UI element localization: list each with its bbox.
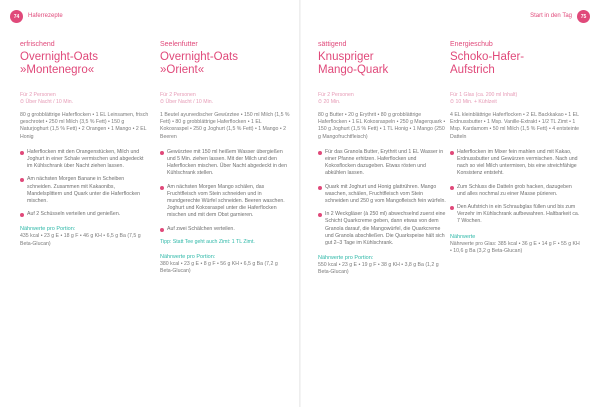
recipe-step	[450, 149, 580, 178]
nutrition-heading: Nährwerte pro Portion:	[20, 226, 76, 233]
left-running-title: Haferrezepte	[28, 13, 63, 19]
recipe-schoko-aufstrich	[450, 40, 580, 255]
left-page-number: 74	[10, 10, 23, 23]
step-text: Haferflocken im Mixer fein mahlen und mit Kakao, Erdnussbutter und Gewürzen vermischen. Nach und nach so viel Milch untermixen, bis eine streichfähige Konsistenz entsteht.	[457, 148, 578, 177]
recipe-meta	[20, 92, 150, 106]
recipe-step	[318, 211, 448, 247]
recipe-time: ⏱ Über Nacht / 10 Min.	[20, 99, 74, 105]
step-text: Am nächsten Morgen Mango schälen, das Fruchtfleisch vom Stein schneiden und in mundgerechte Würfel schneiden. Beeren waschen. Joghurt und Kokosraspel unter die Haferflocken mischen und mit dem Obst garnieren.	[167, 183, 285, 219]
recipe-meta	[318, 92, 448, 106]
recipe-title-block	[20, 40, 150, 92]
step-text: Gewürztee mit 150 ml heißem Wasser übergießen und 5 Min. ziehen lassen. Mit der Milch und den Haferflocken mischen. Über Nacht abgedeckt in den Kühlschrank stellen.	[167, 148, 287, 177]
recipe-kicker: erfrischend	[20, 41, 55, 48]
bullet-icon	[450, 151, 454, 155]
recipe-step	[160, 226, 290, 233]
bullet-icon	[20, 213, 24, 217]
nutrition-values: 550 kcal • 23 g E • 19 g F • 38 g KH • 3,8 g Ba (1,2 g Beta-Glucan)	[318, 262, 439, 276]
recipe-title-line1: Overnight-Oats	[20, 51, 98, 63]
recipe-step	[450, 184, 580, 198]
nutrition-values: Nährwerte pro Glas: 385 kcal • 36 g E • 14 g F • 55 g KH • 10,6 g Ba (3,2 g Beta-Glucan)	[450, 240, 580, 254]
recipe-montenegro	[20, 40, 150, 248]
nutrition-heading: Nährwerte pro Portion:	[318, 255, 374, 262]
recipe-servings: Für 1 Glas (ca. 200 ml Inhalt)	[450, 92, 518, 98]
recipe-step	[318, 184, 448, 206]
bullet-icon	[160, 151, 164, 155]
recipe-title-block	[160, 40, 290, 92]
recipe-title-line1: Overnight-Oats	[160, 51, 238, 63]
step-text: Am nächsten Morgen Banane in Scheiben schneiden. Zusammen mit Kakaonibs, Mandelsplittern und Quark unter die Haferflocken mischen.	[27, 176, 141, 205]
bullet-icon	[20, 178, 24, 182]
recipe-step	[160, 149, 290, 178]
recipe-ingredients: 80 g Butter • 20 g Erythrit • 80 g grobblättrige Haferflocken • 1 EL Kokosraspeln • 250 g Magerquark • 150 g Joghurt (1,5 % Fett) • 1 TL Honig • 1 Mango (250 g Mangofruchtfleisch)	[318, 112, 446, 140]
step-text: Auf zwei Schälchen verteilen.	[167, 225, 235, 232]
nutrition-heading: Nährwerte pro Portion:	[160, 254, 216, 261]
recipe-meta	[450, 92, 580, 106]
recipe-step	[318, 149, 448, 178]
bullet-icon	[20, 151, 24, 155]
recipe-time: ⏱ 20 Min.	[318, 99, 341, 105]
recipe-title-block	[450, 40, 580, 92]
recipe-step	[20, 211, 150, 218]
recipe-title-line2: Mango-Quark	[318, 63, 389, 76]
bullet-icon	[160, 186, 164, 190]
recipe-kicker: Seelenfutter	[160, 41, 198, 48]
step-text: Den Aufstrich in ein Schraubglas füllen und bis zum Verzehr im Kühlschrank aufbewahren. Haltbarkeit ca. 7 Wochen.	[457, 204, 580, 225]
recipe-step	[450, 204, 580, 226]
bullet-icon	[318, 213, 322, 217]
bullet-icon	[160, 228, 164, 232]
nutrition-heading: Nährwerte	[450, 233, 476, 240]
recipe-step	[160, 184, 290, 220]
recipe-ingredients: 1 Beutel ayurvedischer Gewürztee • 150 ml Milch (1,5 % Fett) • 80 g grobblättrige Haferflocken • 1 EL Kokosraspel • 250 g Joghurt (1,5 % Fett) • 1 Mango • 2 Beeren	[160, 112, 290, 140]
recipe-title-line2: Aufstrich	[450, 63, 495, 76]
step-text: Auf 2 Schüsseln verteilen und genießen.	[27, 211, 121, 218]
recipe-orient	[160, 40, 290, 275]
recipe-kicker: Energieschub	[450, 41, 493, 48]
step-text: Haferflocken mit den Orangenstücken, Milch und Joghurt in einer Schale vermischen und abgedeckt im Kühlschrank über Nacht ziehen lassen.	[27, 148, 144, 170]
recipe-time: ⏱ 10 Min. + Kühlzeit	[450, 99, 497, 105]
recipe-ingredients: 4 EL kleinblättrige Haferflocken • 2 EL Backkakao • 1 EL Erdnussbutter • 1 Msp. Vanille-Extrakt • 1/2 TL Zimt • 1 Msp. Kardamom • 50 ml Milch (1,5 % Fett) • 4 entsteinte Datteln	[450, 112, 580, 140]
recipe-servings: Für 2 Personen	[20, 92, 56, 98]
right-running-title: Start in den Tag	[530, 13, 572, 19]
recipe-time: ⏱ Über Nacht / 10 Min.	[160, 99, 214, 105]
step-text: Quark mit Joghurt und Honig glattrühren. Mango waschen, schälen, Fruchtfleisch vom Stein schneiden und 250 g vom Mangofleisch fein würfeln.	[325, 183, 446, 205]
step-text: In 2 Weckgläser (à 250 ml) abwechselnd zuerst eine Schicht Quarkcreme geben, dann etwas von dem Granola darauf, die Mangowürfel, die Quarkcreme und Granola abschließen. Die Quarkspeise hält sich gut 2–3 Tage im Kühlschrank.	[325, 211, 446, 247]
recipe-tip: Tipp: Statt Tee geht auch Zimt: 1 TL Zimt.	[160, 238, 255, 245]
nutrition-values: 435 kcal • 23 g E • 18 g F • 46 g KH • 6,5 g Ba (7,5 g Beta-Glucan)	[20, 233, 141, 247]
step-text: Zum Schluss die Datteln grob hacken, dazugeben und alles nochmal zu einer Masse pürieren.	[457, 183, 572, 197]
recipe-servings: Für 2 Personen	[318, 92, 354, 98]
recipe-title-line2: »Montenegro«	[20, 63, 95, 76]
bullet-icon	[318, 186, 322, 190]
recipe-title-line2: »Orient«	[160, 63, 205, 76]
step-text: Für das Granola Butter, Erythrit und 1 EL Wasser in einer Pfanne erhitzen. Haferflocken und Kokosflocken dazugeben. Etwas rösten und abkühlen lassen.	[325, 148, 444, 177]
recipe-ingredients: 80 g grobblättrige Haferflocken • 1 EL Leinsamen, frisch geschrotet • 250 ml Milch (3,5 % Fett) • 150 g Naturjoghurt (1,5 % Fett) • 2 Orangen • 1 Mango • 2 EL Honig	[20, 112, 149, 140]
recipe-servings: Für 2 Personen	[160, 92, 196, 98]
recipe-step	[20, 149, 150, 171]
recipe-kicker: sättigend	[318, 41, 347, 48]
recipe-meta	[160, 92, 290, 106]
recipe-step	[20, 176, 150, 205]
right-page-number: 75	[577, 10, 590, 23]
book-gutter	[299, 0, 301, 407]
recipe-mango-quark	[318, 40, 448, 277]
recipe-title-line1: Knuspriger	[318, 51, 374, 63]
bullet-icon	[318, 151, 322, 155]
recipe-title-line1: Schoko-Hafer-	[450, 51, 525, 63]
bullet-icon	[450, 186, 454, 190]
bullet-icon	[450, 206, 454, 210]
recipe-title-block	[318, 40, 448, 92]
nutrition-values: 380 kcal • 23 g E • 8 g F • 56 g KH • 6,5 g Ba (7,2 g Beta-Glucan)	[160, 261, 278, 275]
